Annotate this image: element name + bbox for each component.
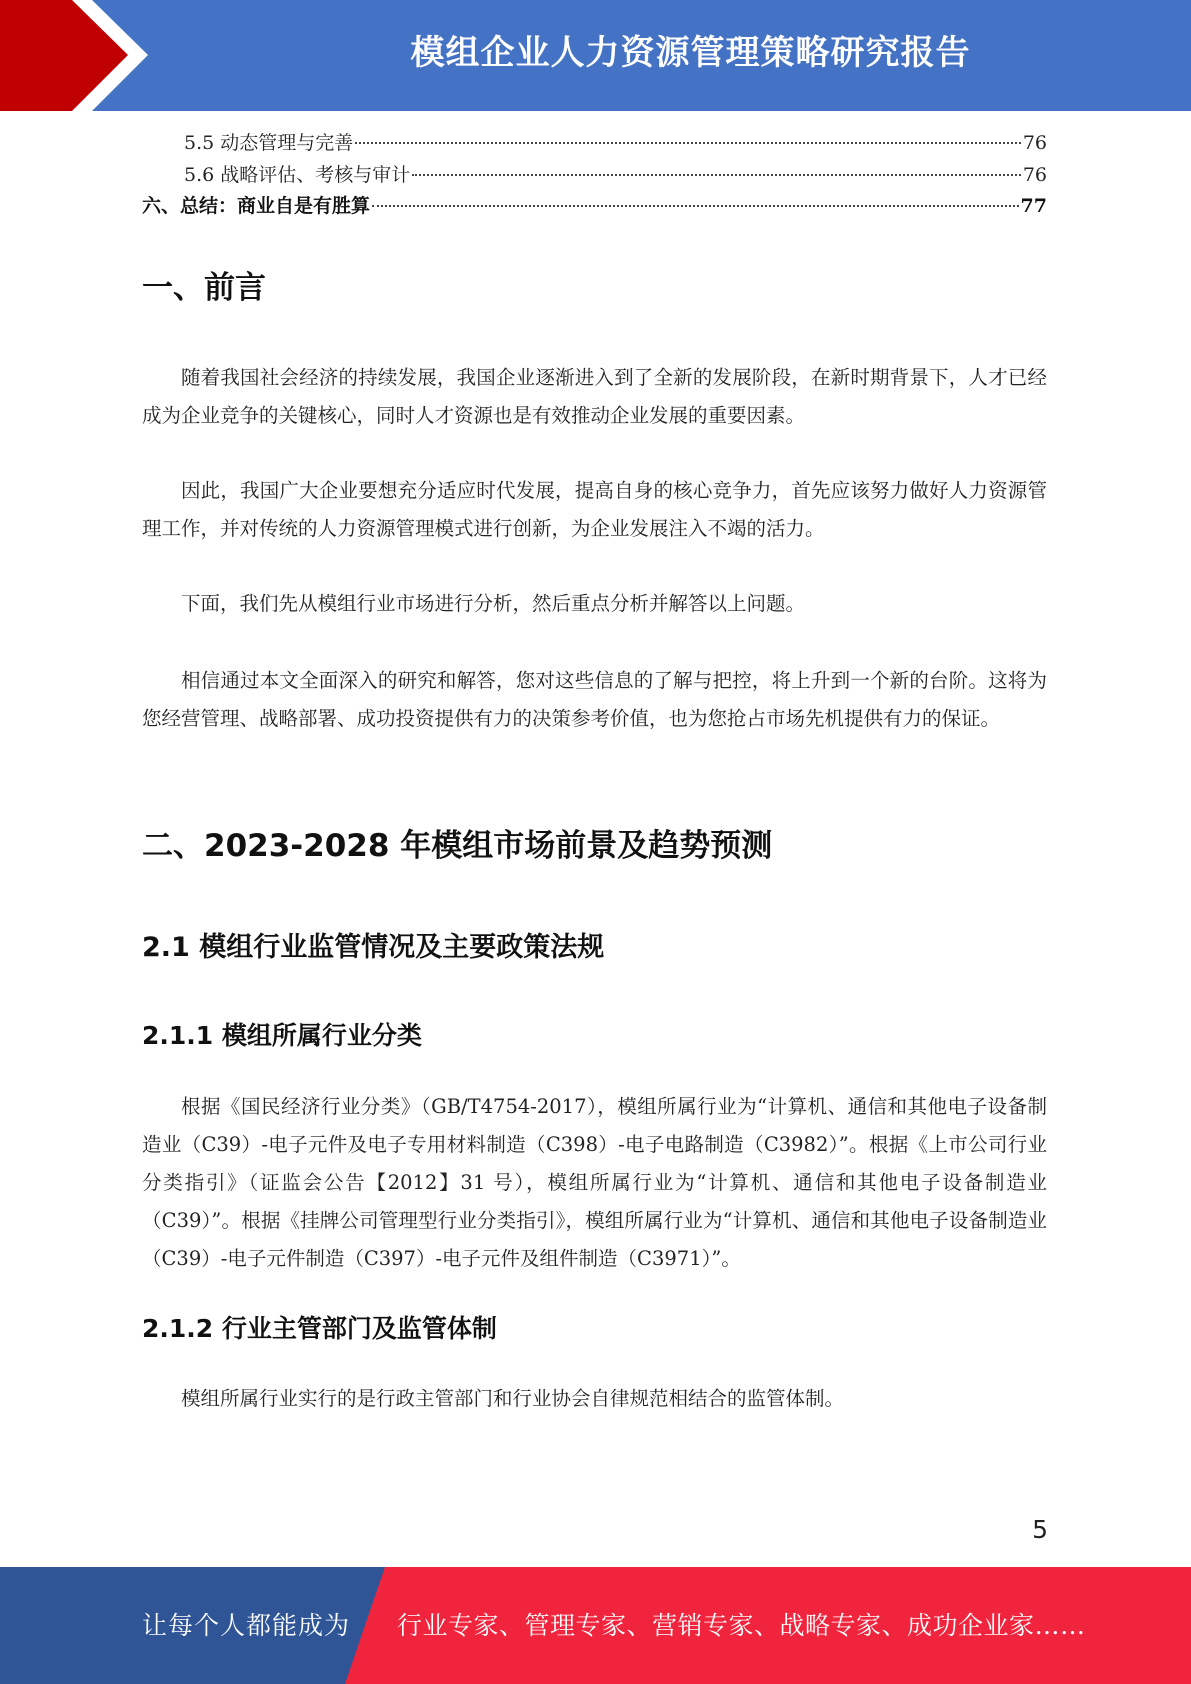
toc-entry-label: 5.5 动态管理与完善 — [184, 132, 354, 154]
toc-entry[interactable] — [142, 160, 1047, 192]
preface-paragraph-3: 下面，我们先从模组行业市场进行分析，然后重点分析并解答以上问题。 — [181, 592, 806, 615]
subsection-heading-2-1-2: 2.1.2 行业主管部门及监管体制 — [142, 1314, 497, 1343]
footer-slogan-right: 行业专家、管理专家、营销专家、战略专家、成功企业家…… — [397, 1611, 1086, 1640]
toc-entry[interactable] — [142, 128, 1047, 160]
preface-paragraph-2: 因此，我国广大企业要想充分适应时代发展，提高自身的核心竞争力，首先应该努力做好人力资源管理工作，并对传统的人力资源管理模式进行创新，为企业发展注入不竭的活力。 — [142, 479, 1047, 540]
page-footer — [0, 1567, 1191, 1684]
toc-entry-label: 5.6 战略评估、考核与审计 — [184, 163, 411, 186]
toc-entry-label: 六、总结：商业自是有胜算 — [142, 195, 371, 217]
toc-leader-dots — [412, 174, 1021, 176]
toc-leader-dots — [355, 142, 1021, 144]
toc-entry[interactable] — [142, 191, 1047, 223]
preface-paragraph-4: 相信通过本文全面深入的研究和解答，您对这些信息的了解与把控，将上升到一个新的台阶。这将为您经营管理、战略部署、成功投资提供有力的决策参考价值，也为您抢占市场先机提供有力的保证。 — [142, 669, 1047, 730]
page-header — [0, 0, 1191, 111]
footer-slogan-left: 让每个人都能成为 — [142, 1611, 351, 1640]
preface-paragraph-1: 随着我国社会经济的持续发展，我国企业逐渐进入到了全新的发展阶段，在新时期背景下，人才已经成为企业竞争的关键核心，同时人才资源也是有效推动企业发展的重要因素。 — [142, 366, 1047, 427]
toc-entry-page: 76 — [1022, 163, 1047, 186]
report-title: 模组企业人力资源管理策略研究报告 — [410, 33, 971, 73]
regulatory-system-paragraph: 模组所属行业实行的是行政主管部门和行业协会自律规范相结合的监管体制。 — [181, 1387, 845, 1410]
subsection-heading-2-1: 2.1 模组行业监管情况及主要政策法规 — [142, 932, 605, 963]
toc-leader-dots — [372, 205, 1019, 207]
page-number: 5 — [1032, 1515, 1048, 1544]
toc-entry-page: 76 — [1022, 132, 1047, 154]
industry-classification-paragraph: 根据《国民经济行业分类》（GB/T4754-2017），模组所属行业为“计算机、通信和其他电子设备制造业（C39）-电子元件及电子专用材料制造（C398）-电子电路制造（C3982）”。根据《上市公司行业分类指引》（证监会公告【2012】31 号），模组所属行业为“计算机、通信和其他电子设备制造业（C39）”。根据《挂牌公司管理型行业分类指引》，模组所属行业为“计算机、通信和其他电子设备制造业（C39）-电子元件制造（C397）-电子元件及组件制造（C3971）”。 — [142, 1095, 1047, 1270]
subsection-heading-2-1-1: 2.1.1 模组所属行业分类 — [142, 1021, 422, 1050]
section-heading-preface: 一、前言 — [142, 270, 266, 306]
header-chevron-decoration — [0, 0, 160, 111]
toc-entry-page: 77 — [1020, 195, 1047, 217]
table-of-contents — [142, 128, 1047, 223]
section-heading-market: 二、2023-2028 年模组市场前景及趋势预测 — [142, 828, 773, 864]
